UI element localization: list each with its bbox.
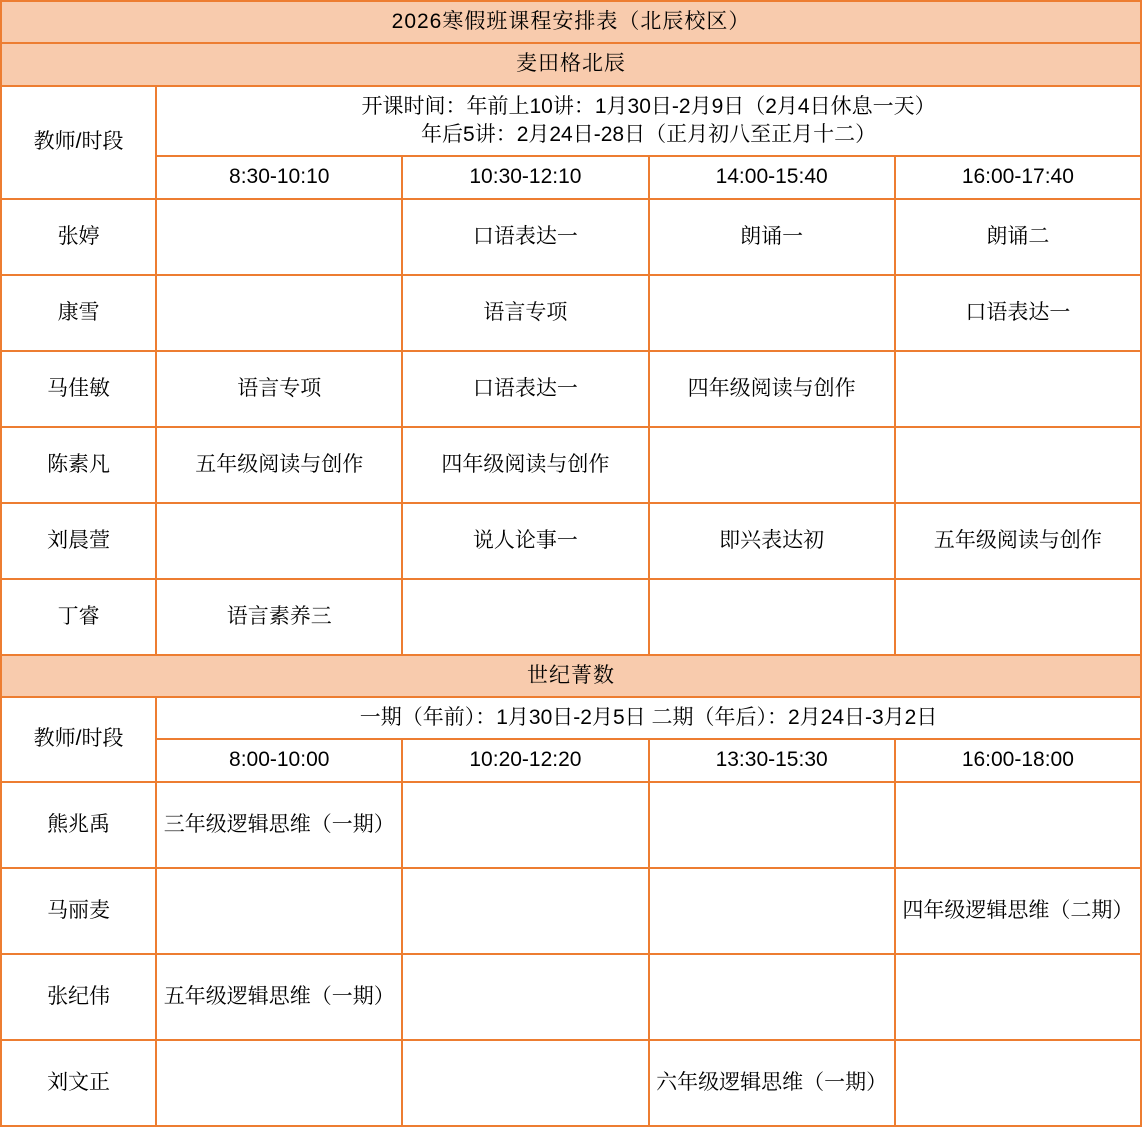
course-cell: 口语表达一 (402, 351, 648, 427)
course-cell (895, 351, 1141, 427)
course-cell (156, 868, 402, 954)
period-info-row (1, 86, 1141, 157)
teacher-name: 陈素凡 (1, 427, 156, 503)
course-cell (156, 275, 402, 351)
table-row (1, 954, 1141, 1040)
teacher-name: 熊兆禹 (1, 782, 156, 868)
course-cell: 朗诵一 (649, 199, 895, 275)
course-cell: 语言专项 (156, 351, 402, 427)
table-row (1, 782, 1141, 868)
course-cell (895, 579, 1141, 655)
course-cell (895, 427, 1141, 503)
table-row (1, 351, 1141, 427)
course-cell: 说人论事一 (402, 503, 648, 579)
course-cell: 语言素养三 (156, 579, 402, 655)
table-row (1, 579, 1141, 655)
course-cell (649, 427, 895, 503)
time-slot-header: 8:30-10:10 (156, 156, 402, 198)
period-info-line: 年后5讲：2月24日-28日（正月初八至正月十二） (421, 123, 877, 147)
period-info-row (1, 697, 1141, 739)
document-title-row (1, 1, 1141, 43)
course-cell: 五年级逻辑思维（一期） (156, 954, 402, 1040)
course-cell (402, 579, 648, 655)
teacher-name: 张婷 (1, 199, 156, 275)
table-row (1, 1040, 1141, 1126)
course-cell: 语言专项 (402, 275, 648, 351)
course-cell (649, 579, 895, 655)
course-cell: 六年级逻辑思维（一期） (649, 1040, 895, 1126)
teacher-slot-header: 教师/时段 (1, 86, 156, 199)
time-slot-header: 8:00-10:00 (156, 739, 402, 781)
course-cell (402, 954, 648, 1040)
teacher-name: 张纪伟 (1, 954, 156, 1040)
course-cell (402, 782, 648, 868)
course-cell: 三年级逻辑思维（一期） (156, 782, 402, 868)
time-slot-header: 16:00-18:00 (895, 739, 1141, 781)
section-title: 世纪菁数 (1, 655, 1141, 697)
course-cell (649, 275, 895, 351)
course-cell: 口语表达一 (895, 275, 1141, 351)
teacher-name: 马佳敏 (1, 351, 156, 427)
section-title: 麦田格北辰 (1, 43, 1141, 85)
course-cell: 五年级阅读与创作 (156, 427, 402, 503)
course-cell (649, 954, 895, 1040)
section-header-row (1, 655, 1141, 697)
table-row (1, 199, 1141, 275)
period-info-line: 一期（年前）：1月30日-2月5日 二期（年后）：2月24日-3月2日 (359, 706, 938, 730)
course-cell: 朗诵二 (895, 199, 1141, 275)
period-info-line: 开课时间：年前上10讲：1月30日-2月9日（2月4日休息一天） (361, 94, 936, 118)
time-slot-header: 10:20-12:20 (402, 739, 648, 781)
time-slot-header: 14:00-15:40 (649, 156, 895, 198)
course-cell (895, 1040, 1141, 1126)
time-slot-row (1, 739, 1141, 781)
time-slot-header: 13:30-15:30 (649, 739, 895, 781)
course-cell (649, 868, 895, 954)
section-header-row (1, 43, 1141, 85)
course-cell (649, 782, 895, 868)
course-cell: 四年级阅读与创作 (402, 427, 648, 503)
course-cell (402, 868, 648, 954)
table-row (1, 275, 1141, 351)
course-cell (895, 954, 1141, 1040)
period-info (156, 697, 1141, 739)
course-cell (156, 199, 402, 275)
table-row (1, 503, 1141, 579)
teacher-name: 刘晨萱 (1, 503, 156, 579)
course-cell: 五年级阅读与创作 (895, 503, 1141, 579)
table-row (1, 427, 1141, 503)
teacher-name: 马丽麦 (1, 868, 156, 954)
teacher-slot-header: 教师/时段 (1, 697, 156, 782)
course-cell: 即兴表达初 (649, 503, 895, 579)
teacher-name: 丁睿 (1, 579, 156, 655)
course-cell (402, 1040, 648, 1126)
course-cell (156, 503, 402, 579)
course-cell: 口语表达一 (402, 199, 648, 275)
course-cell (156, 1040, 402, 1126)
time-slot-row (1, 156, 1141, 198)
period-info (156, 86, 1141, 157)
page-title: 2026寒假班课程安排表（北辰校区） (1, 1, 1141, 43)
course-cell: 四年级逻辑思维（二期） (895, 868, 1141, 954)
table-row (1, 868, 1141, 954)
teacher-name: 康雪 (1, 275, 156, 351)
teacher-name: 刘文正 (1, 1040, 156, 1126)
time-slot-header: 16:00-17:40 (895, 156, 1141, 198)
time-slot-header: 10:30-12:10 (402, 156, 648, 198)
course-cell (895, 782, 1141, 868)
course-cell: 四年级阅读与创作 (649, 351, 895, 427)
